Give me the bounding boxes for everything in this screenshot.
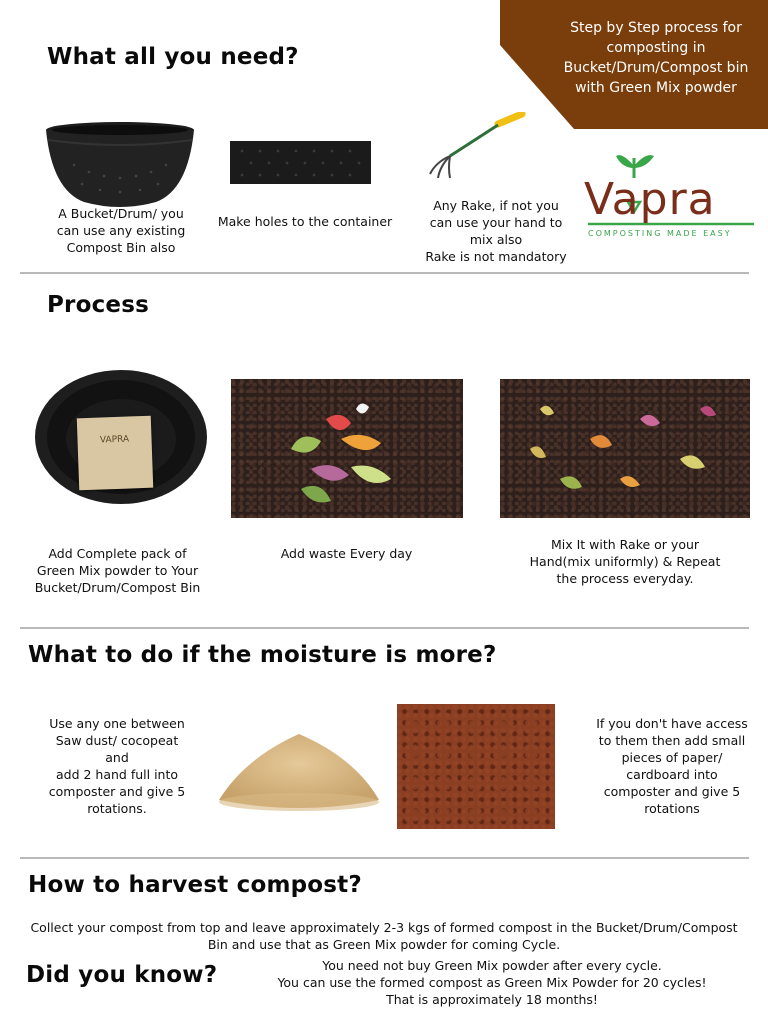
divider [20,272,749,274]
rake-image [426,112,526,182]
banner-text: Step by Step process for composting in Bucket/Drum/Compost bin with Green Mix powder [563,20,749,96]
did-you-know-text: You need not buy Green Mix powder after every cycle. You can use the formed compost as Green Mix Powder for 20 cycles! That is approximately 18 months! [277,958,707,1007]
bucket-caption: A Bucket/Drum/ you can use any existing Compost Bin also [56,206,186,255]
step1-image [34,369,208,505]
mixed-waste-icon [500,379,750,518]
moisture-left-text: Use any one between Saw dust/ cocopeat and add 2 hand full into composter and give 5 rotations. [48,716,186,816]
logo-wordmark: Vapra [584,174,716,225]
step1-caption: Add Complete pack of Green Mix powder to Your Bucket/Drum/Compost Bin [34,546,201,595]
divider [20,857,749,859]
needs-heading: What all you need? [47,44,299,70]
holes-image [230,141,371,184]
vapra-logo [584,150,759,242]
step2-caption: Add waste Every day [280,546,413,561]
sawdust-image [215,718,383,816]
rake-caption: Any Rake, if not you can use your hand to mix also Rake is not mandatory [425,198,567,264]
logo-tagline: COMPOSTING MADE EASY [588,229,732,238]
bucket-image [44,120,196,208]
step3-caption: Mix It with Rake or your Hand(mix uniformly) & Repeat the process everyday. [529,537,721,586]
did-you-know-heading: Did you know? [26,962,218,988]
step2-image [231,379,463,518]
process-heading: Process [47,292,150,318]
cocopeat-image [397,704,555,829]
step3-image [500,379,750,518]
harvest-heading: How to harvest compost? [28,872,362,898]
divider [20,627,749,629]
harvest-text: Collect your compost from top and leave approximately 2-3 kgs of formed compost in the Bucket/Drum/Compost Bin and use that as Green Mix powder for coming Cycle. [30,920,738,952]
holes-caption: Make holes to the container [217,214,393,229]
waste-icon [231,379,463,518]
green-mix-pack: VAPRA [77,416,153,491]
moisture-heading: What to do if the moisture is more? [28,642,497,668]
moisture-right-text: If you don't have access to them then add small pieces of paper/ cardboard into composter and give 5 rotations [596,716,748,816]
